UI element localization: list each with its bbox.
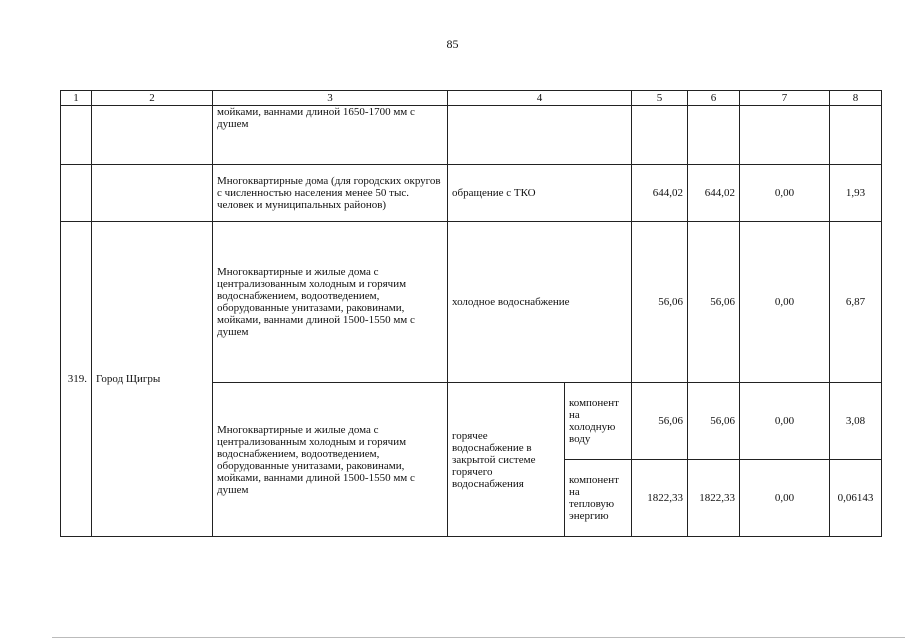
service-cell: холодное водоснабжение: [448, 222, 632, 383]
row-number-cell: 319.: [61, 222, 92, 537]
component-cell: компонент на тепловую энергию: [565, 460, 632, 537]
table-row: [61, 222, 882, 383]
value-col-7: 0,00: [740, 165, 830, 222]
component-cell: компонент на холодную воду: [565, 383, 632, 460]
table-row: [61, 106, 882, 165]
tariff-table: [60, 90, 882, 537]
value-col-5: 644,02: [632, 165, 688, 222]
value-col-5: [632, 106, 688, 165]
header-row: [61, 91, 882, 106]
service-cell: обращение с ТКО: [448, 165, 632, 222]
value-col-7: 0,00: [740, 222, 830, 383]
header-col-6: 6: [688, 91, 740, 106]
housing-type-cell: мойками, ваннами длиной 1650-1700 мм с душем: [213, 106, 448, 165]
header-col-3: 3: [213, 91, 448, 106]
page-number: 85: [446, 37, 459, 51]
header-col-4: 4: [448, 91, 632, 106]
value-col-6: 56,06: [688, 383, 740, 460]
locality-cell: Город Щигры: [92, 222, 213, 537]
value-col-6: 1822,33: [688, 460, 740, 537]
row-number-cell: [61, 165, 92, 222]
value-col-8: 3,08: [830, 383, 882, 460]
housing-type-cell: Многоквартирные и жилые дома с централизованным холодным и горячим водоснабжением, водоотведением, оборудованные унитазами, раковинами, мойками, ваннами длиной 1500-1550 мм с душем: [213, 383, 448, 537]
value-col-5: 56,06: [632, 383, 688, 460]
locality-cell: [92, 165, 213, 222]
value-col-7: [740, 106, 830, 165]
header-col-8: 8: [830, 91, 882, 106]
value-col-6: 644,02: [688, 165, 740, 222]
value-col-8: 6,87: [830, 222, 882, 383]
locality-cell: [92, 106, 213, 165]
value-col-5: 56,06: [632, 222, 688, 383]
value-col-8: 0,06143: [830, 460, 882, 537]
header-col-5: 5: [632, 91, 688, 106]
row-number-cell: [61, 106, 92, 165]
value-col-6: 56,06: [688, 222, 740, 383]
value-col-8: 1,93: [830, 165, 882, 222]
value-col-8: [830, 106, 882, 165]
value-col-7: 0,00: [740, 460, 830, 537]
housing-type-cell: Многоквартирные и жилые дома с централизованным холодным и горячим водоснабжением, водоотведением, оборудованные унитазами, раковинами, мойками, ваннами длиной 1500-1550 мм с душем: [213, 222, 448, 383]
housing-type-cell: Многоквартирные дома (для городских округов с численностью населения менее 50 тыс. человек и муниципальных районов): [213, 165, 448, 222]
header-col-2: 2: [92, 91, 213, 106]
header-col-1: 1: [61, 91, 92, 106]
value-col-6: [688, 106, 740, 165]
value-col-5: 1822,33: [632, 460, 688, 537]
header-col-7: 7: [740, 91, 830, 106]
bottom-rule: [52, 637, 905, 638]
service-cell: [448, 106, 632, 165]
service-cell: горячее водоснабжение в закрытой системе горячего водоснабжения: [448, 383, 565, 537]
value-col-7: 0,00: [740, 383, 830, 460]
table-row: [61, 165, 882, 222]
